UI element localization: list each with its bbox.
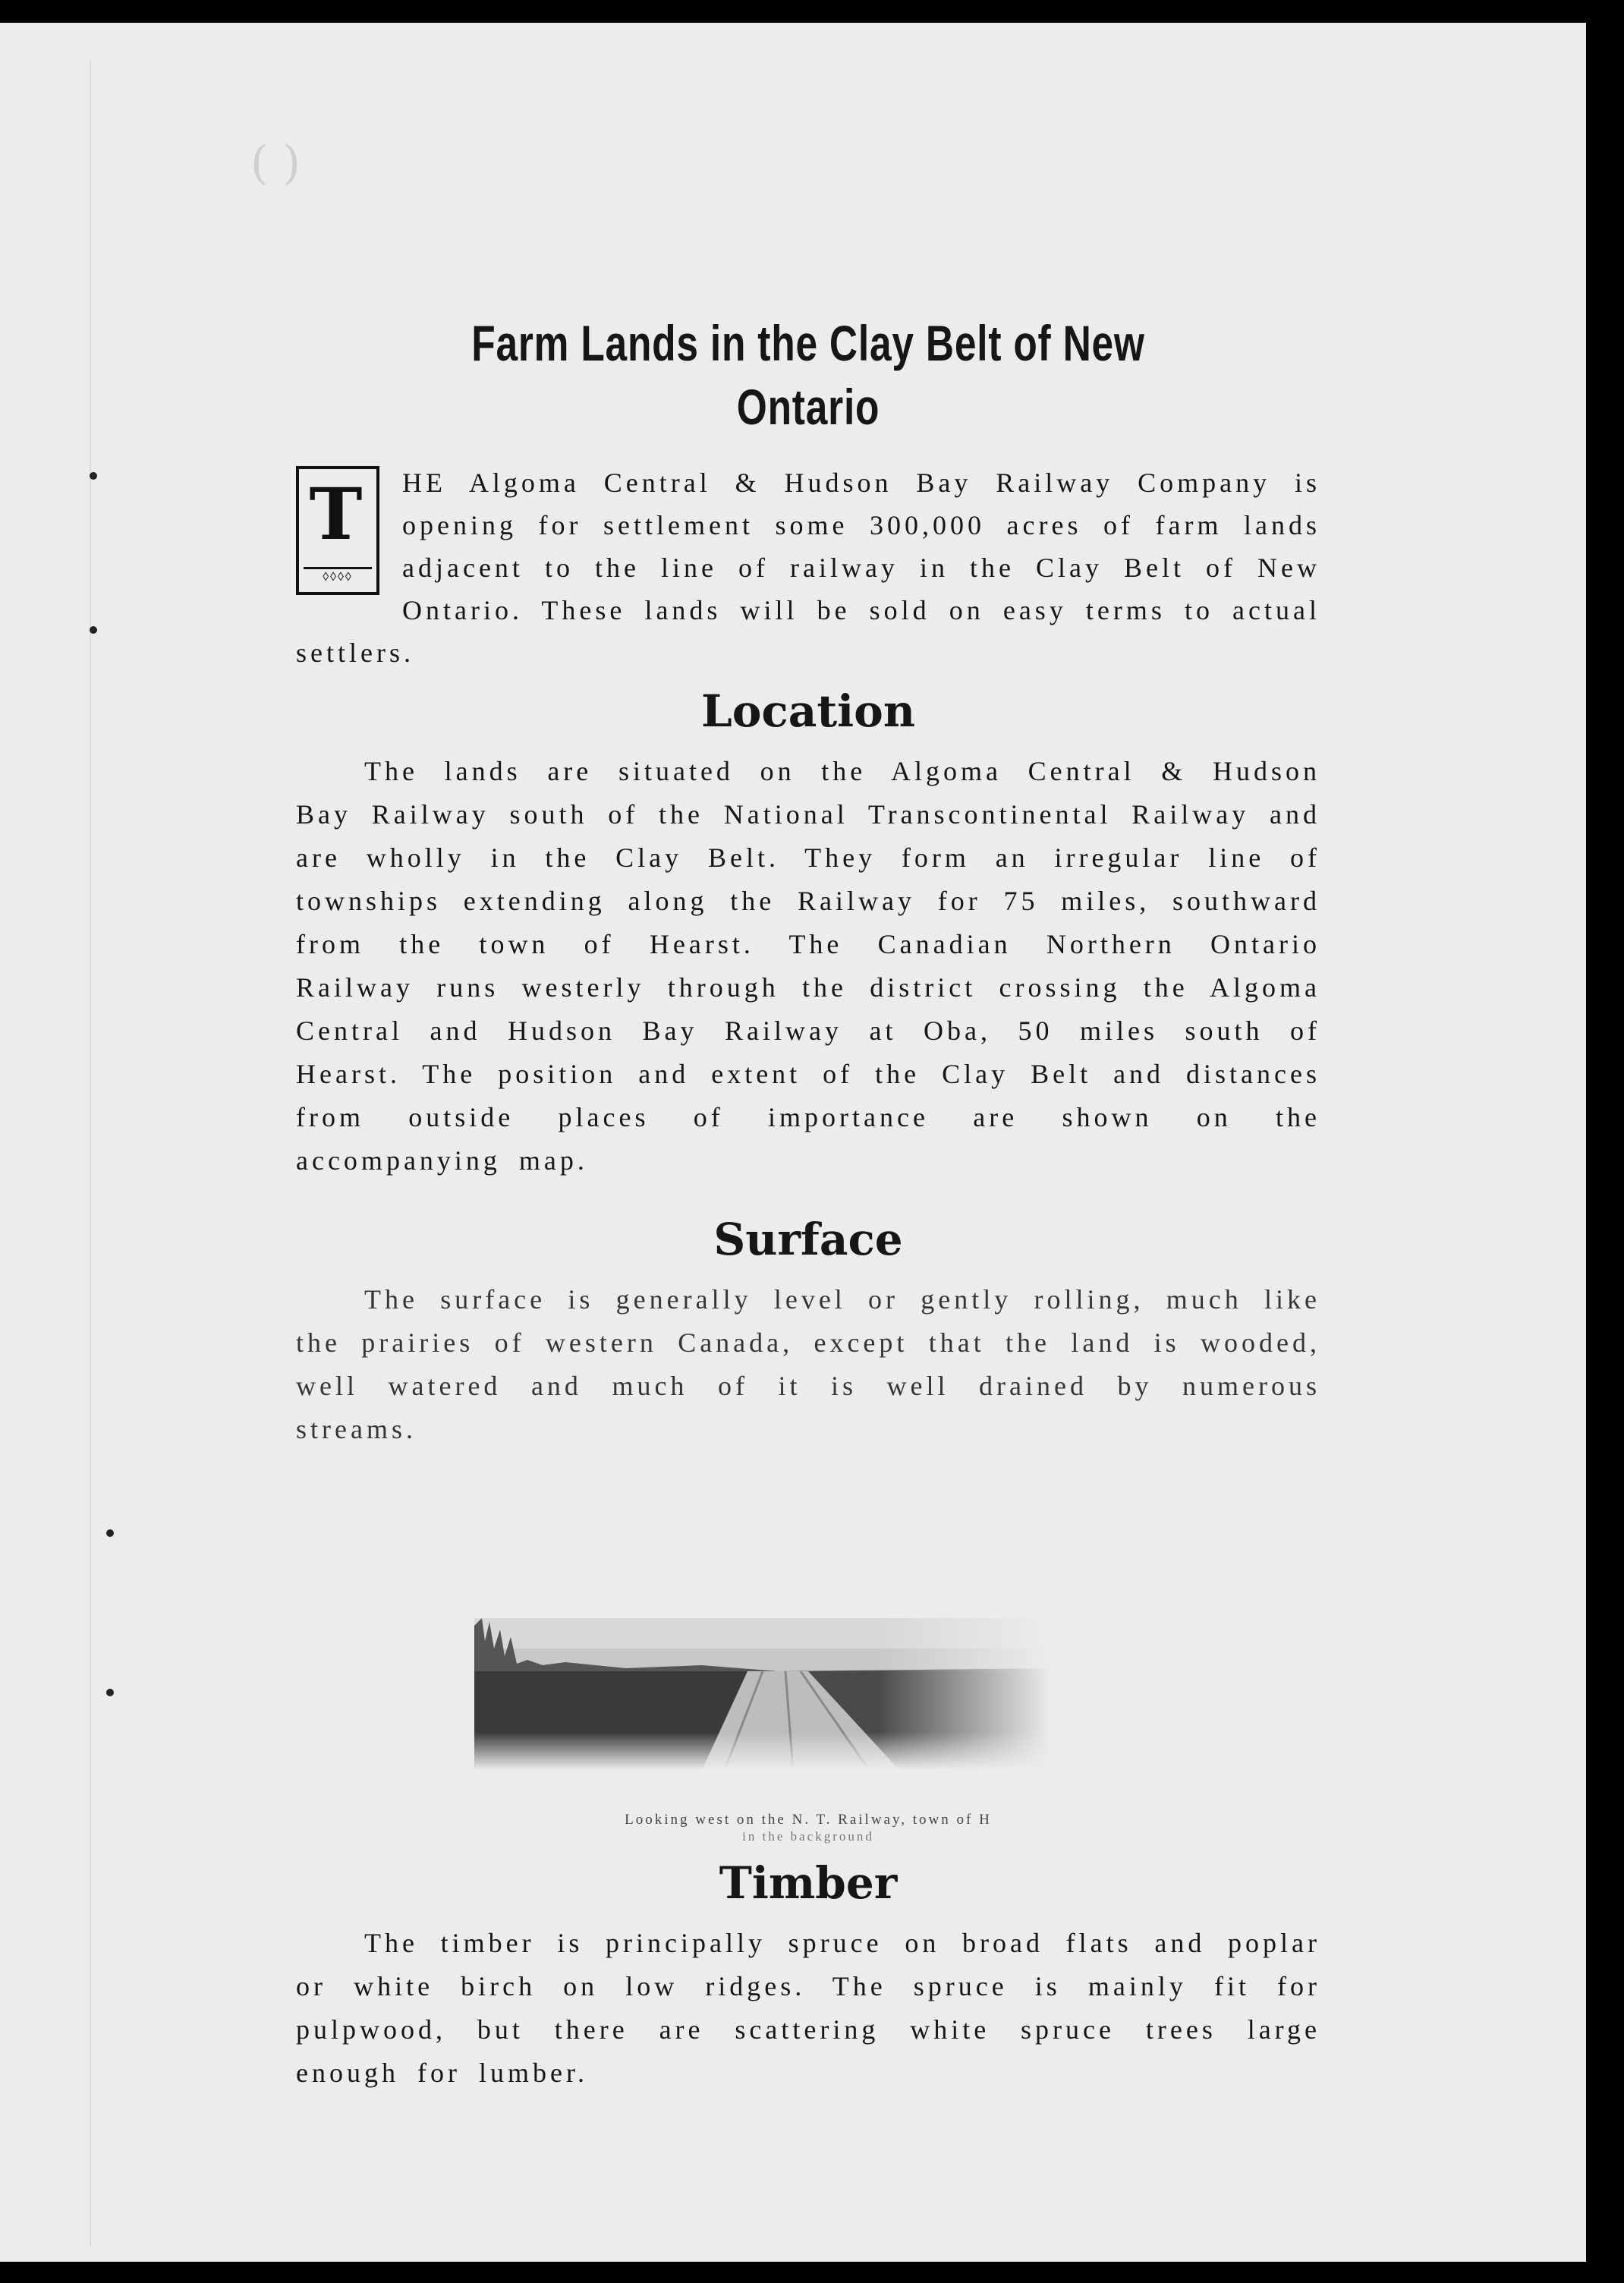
margin-dot-1 [90,472,97,480]
page-fold-line [90,61,91,2247]
section-text-location: The lands are situated on the Algoma Central & Hudson Bay Railway south of the National Transcontinental Railway and are wholly in the Clay Belt. They form an irregular line of townships extending along the Railway for 75 miles, southward from the town of Hearst. The Canadian Northern Ontario Railway runs westerly through the district crossing the Algoma Central and Hudson Bay Railway at Oba, 50 miles south of Hearst. The position and extent of the Clay Belt and distances from outside places of importance are shown on the accompanying map. [296,756,1320,1176]
scan-frame-top [0,0,1624,24]
photo-image [474,1618,1051,1770]
document-body [296,311,1320,2095]
document-page [0,23,1586,2262]
section-heading-timber: Timber [719,1857,898,1909]
margin-dot-3 [106,1529,114,1537]
section-text-surface: The surface is generally level or gently rolling, much like the prairies of western Canada, except that the land is wooded, well watered and much of it is well drained by numerous streams. [296,1284,1320,1444]
dropcap-box [296,466,379,595]
page-title: Farm Lands in the Clay Belt of New Ontario [471,315,1145,435]
dropcap-ornament: ◊◊◊◊ [304,567,372,587]
section-text-timber: The timber is principally spruce on broad flats and poplar or white birch on low ridges. The spruce is mainly fit for pulpwood, but there are scattering white spruce trees large enough for lumber. [296,1928,1320,2088]
margin-dot-4 [106,1689,114,1696]
section-heading-surface: Surface [713,1214,903,1265]
section-heading-location: Location [700,685,916,737]
margin-dot-2 [90,626,97,634]
intro-text: HE Algoma Central & Hudson Bay Railway Company is opening for settlement some 300,000 acres of farm lands adjacent to the line of railway in the Clay Belt of New Ontario. These lands will be sold on easy terms to actual settlers. [296,468,1320,668]
photo-railway-town [474,1618,1051,1770]
photo-caption: Looking west on the N. T. Railway, town of H [625,1812,992,1828]
photo-caption-line2: in the background [742,1829,874,1844]
margin-pencil-mark: ( ) [250,137,301,190]
dropcap-letter: T [309,473,367,556]
intro-paragraph [296,461,1320,674]
